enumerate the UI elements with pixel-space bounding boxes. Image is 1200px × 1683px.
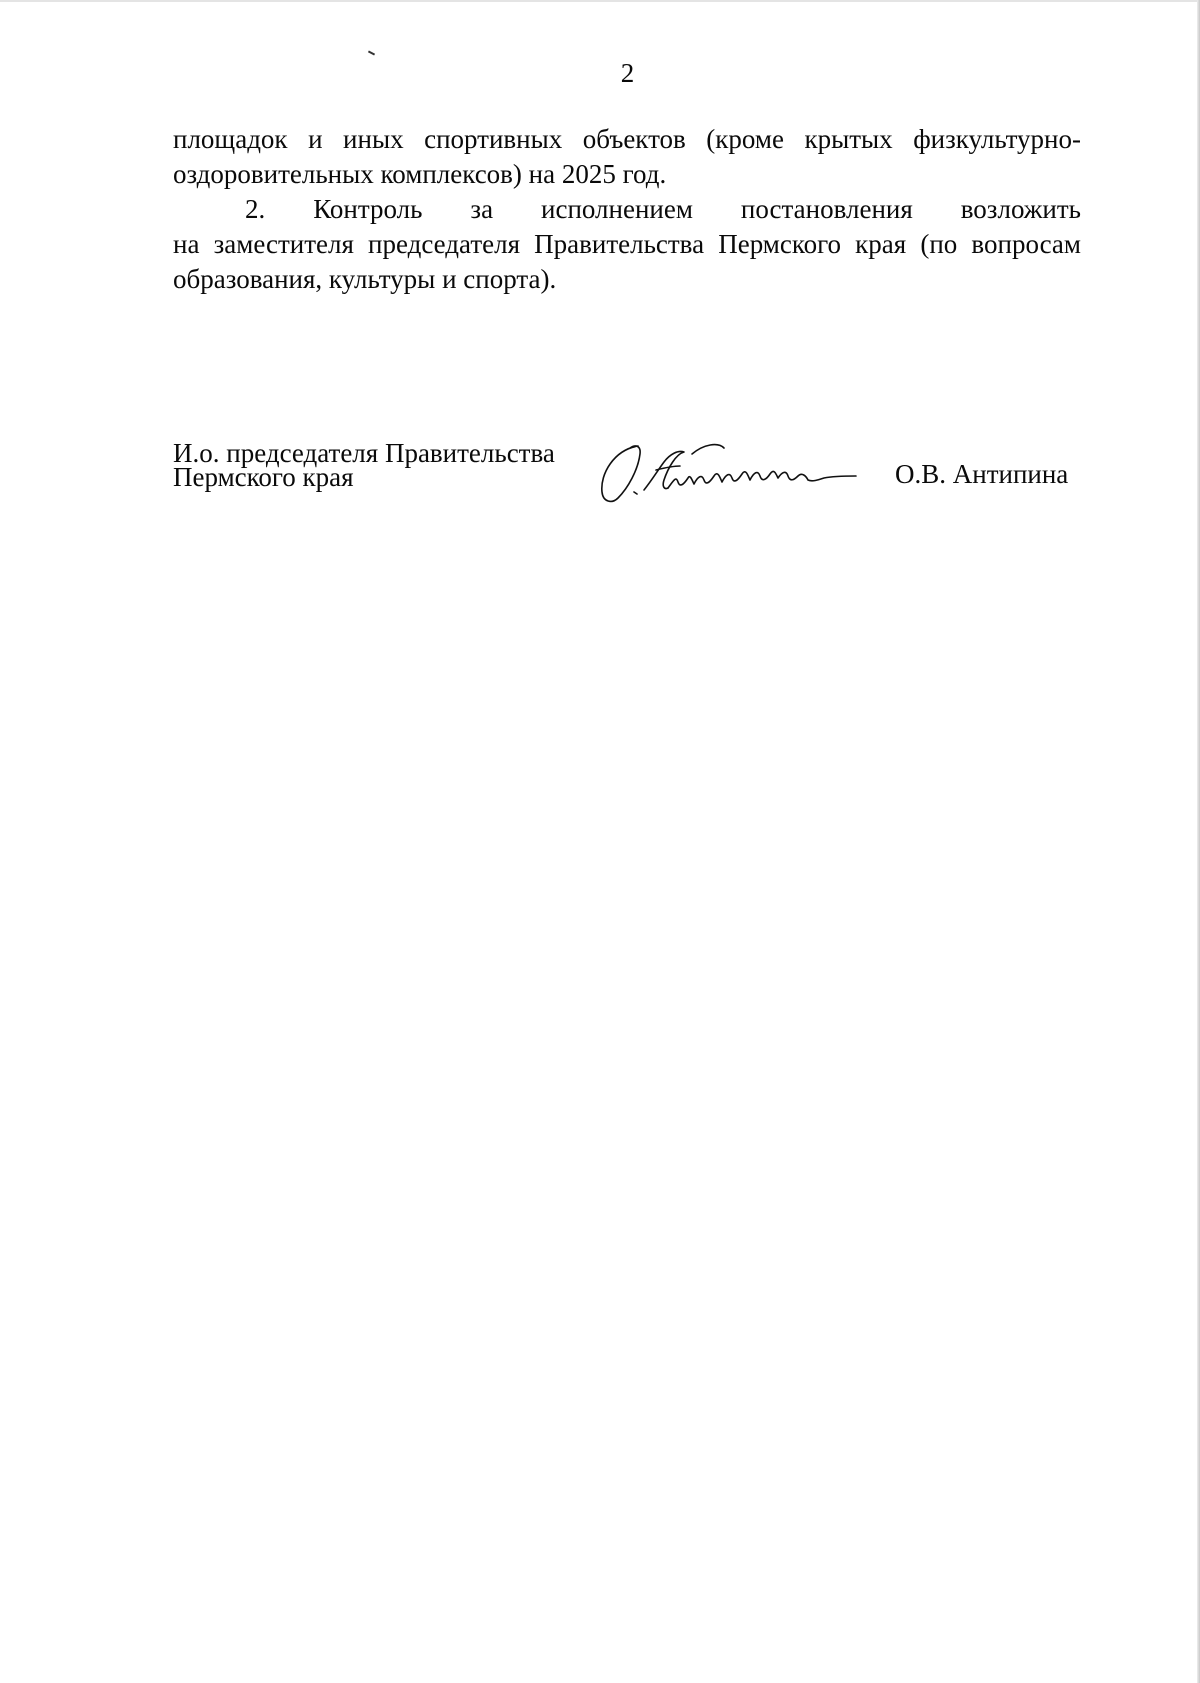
page-top-edge: [0, 0, 1200, 2]
text-line: площадок и иных спортивных объектов (кроме крытых физкультурно-: [173, 124, 1081, 154]
text-line: 2. Контроль за исполнением постановления возложить: [245, 194, 1081, 224]
text-line: образования, культуры и спорта).: [173, 264, 557, 294]
signatory-title: [173, 438, 555, 492]
signatory-title-line: Пермского края: [173, 462, 354, 492]
text-line: на заместителя председателя Правительства Пермского края (по вопросам: [173, 229, 1081, 259]
signatory-title-line: И.о. председателя Правительства: [173, 438, 555, 468]
page-number: 2: [620, 58, 635, 88]
scan-artifact-mark: [368, 50, 375, 55]
body-text: [173, 122, 1081, 297]
paragraph-item-2: [173, 192, 1081, 297]
text-line: оздоровительных комплексов) на 2025 год.: [173, 159, 667, 189]
signatory-name: О.В. Антипина: [895, 459, 1069, 489]
handwritten-signature: [594, 440, 899, 508]
paragraph-continuation: [173, 122, 1081, 192]
